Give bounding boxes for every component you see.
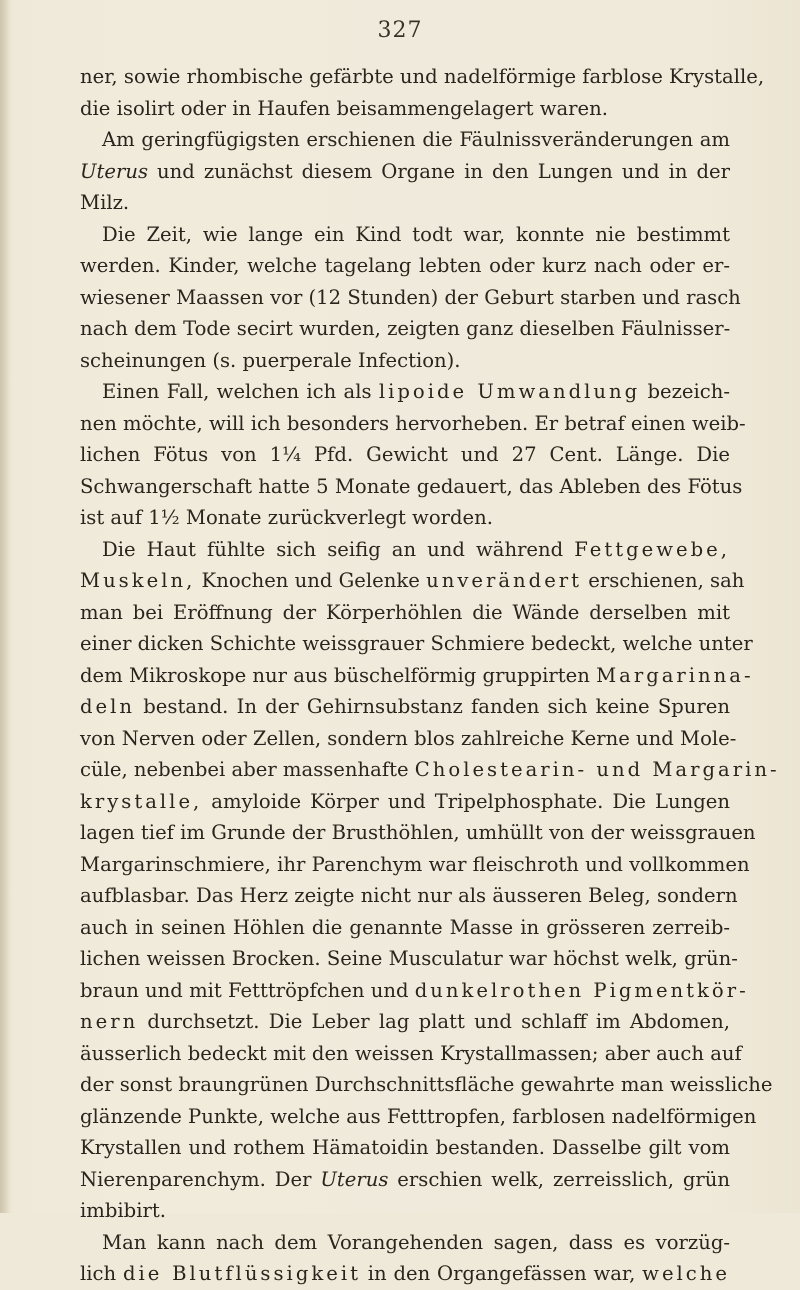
text-run: amyloide Körper und Tripelphosphate. Die Lungen bbox=[202, 789, 730, 813]
text-run: man bei Eröffnung der Körperhöhlen die Wände derselben mit bbox=[80, 600, 730, 624]
text-run: Die Haut fühlte sich seifig an und während bbox=[102, 537, 575, 561]
text-line bbox=[80, 1006, 730, 1038]
text-line bbox=[80, 187, 730, 219]
spaced-emphasis-text: dunkelrothen Pigmentkör- bbox=[414, 978, 749, 1002]
text-line bbox=[80, 1101, 757, 1133]
text-line bbox=[80, 1227, 730, 1259]
text-run: wiesener Maassen vor (12 Stunden) der Geburt starben und rasch bbox=[80, 285, 741, 309]
text-line bbox=[80, 975, 749, 1007]
spaced-emphasis-text: Fettgewebe, bbox=[574, 537, 730, 561]
spaced-emphasis-text: die Blutflüssigkeit bbox=[122, 1262, 361, 1285]
spaced-emphasis-text: Cholestearin- und Margarin- bbox=[414, 758, 780, 781]
spaced-emphasis-text: Margarinna- bbox=[596, 663, 754, 687]
text-line bbox=[80, 471, 743, 503]
text-run: Einen Fall, welchen ich als bbox=[102, 380, 379, 403]
spaced-emphasis-text: unverändert bbox=[426, 569, 583, 592]
text-run: Milz. bbox=[80, 191, 130, 214]
text-run: Krystallen und rothem Hämatoidin bestanden. Dasselbe gilt vom bbox=[80, 1136, 730, 1159]
text-line bbox=[80, 345, 730, 377]
text-run: cüle, nebenbei aber massenhafte bbox=[80, 758, 415, 781]
text-run: aufblasbar. Das Herz zeigte nicht nur als äusseren Beleg, sondern bbox=[80, 884, 738, 907]
text-line bbox=[80, 1069, 773, 1101]
spaced-emphasis-text: lipoide Umwandlung bbox=[378, 380, 641, 403]
spaced-emphasis-text: nern bbox=[80, 1010, 139, 1033]
page-body-text bbox=[80, 61, 780, 1290]
text-run: der sonst braungrünen Durchschnittsfläche gewahrte man weissliche bbox=[80, 1073, 773, 1096]
text-line bbox=[80, 408, 746, 440]
text-run: ner, sowie rhombische gefärbte und nadelförmige farblose Krystalle, bbox=[80, 65, 765, 88]
text-line bbox=[80, 1132, 730, 1164]
text-run: werden. Kinder, welche tagelang lebten oder kurz nach oder er- bbox=[80, 254, 730, 277]
text-run: erschienen, sah bbox=[582, 569, 745, 592]
text-line bbox=[80, 628, 753, 660]
text-line bbox=[80, 723, 737, 755]
text-line bbox=[80, 786, 730, 818]
text-line bbox=[80, 880, 738, 912]
text-run: bestand. In der Gehirnsubstanz fanden sich keine Spuren bbox=[135, 695, 730, 718]
text-line bbox=[80, 691, 730, 723]
text-line bbox=[80, 439, 730, 471]
text-line bbox=[80, 1258, 730, 1290]
text-run: äusserlich bedeckt mit den weissen Krystallmassen; aber auch auf bbox=[80, 1041, 742, 1065]
text-line bbox=[80, 1164, 730, 1196]
spaced-emphasis-text: Muskeln, bbox=[80, 569, 196, 592]
text-run: Die Zeit, wie lange ein Kind todt war, konnte nie bestimmt bbox=[102, 222, 730, 246]
text-run: durchsetzt. Die Leber lag platt und schlaff im Abdomen, bbox=[138, 1010, 730, 1033]
text-run: auch in seinen Höhlen die genannte Masse in grösseren zerreib- bbox=[80, 915, 730, 939]
text-run: dem Mikroskope nur aus büschelförmig gruppirten bbox=[80, 663, 597, 687]
text-line bbox=[80, 660, 754, 692]
text-run: erschien welk, zerreisslich, grün bbox=[388, 1167, 730, 1191]
spaced-emphasis-text: krystalle, bbox=[80, 789, 203, 813]
italic-text: Uterus bbox=[80, 159, 149, 183]
text-run: Margarinschmiere, ihr Parenchym war fleischroth und vollkommen bbox=[80, 852, 750, 876]
page-number: 327 bbox=[377, 18, 423, 43]
text-run: lichen weissen Brocken. Seine Musculatur war höchst welk, grün- bbox=[80, 947, 738, 970]
text-run: Man kann nach dem Vorangehenden sagen, dass es vorzüg- bbox=[102, 1230, 730, 1254]
text-line bbox=[80, 61, 765, 93]
text-line bbox=[80, 1195, 730, 1227]
text-line bbox=[80, 282, 741, 314]
text-run: lichen Fötus von 1¼ Pfd. Gewicht und 27 Cent. Länge. Die bbox=[80, 443, 730, 466]
text-line bbox=[80, 376, 730, 408]
text-run: glänzende Punkte, welche aus Fetttropfen, farblosen nadelförmigen bbox=[80, 1104, 757, 1128]
text-line bbox=[80, 534, 730, 566]
text-run: bezeich- bbox=[640, 380, 731, 403]
text-run: lich bbox=[80, 1262, 123, 1285]
text-run: Nierenparenchym. Der bbox=[80, 1167, 321, 1191]
text-run: und zunächst diesem Organe in den Lungen und in der bbox=[148, 159, 730, 183]
text-run: nach dem Tode secirt wurden, zeigten ganz dieselben Fäulnisser- bbox=[80, 317, 731, 340]
text-run: lagen tief im Grunde der Brusthöhlen, umhüllt von der weissgrauen bbox=[80, 821, 756, 844]
text-run: einer dicken Schichte weissgrauer Schmiere bedeckt, welche unter bbox=[80, 632, 753, 655]
text-run: von Nerven oder Zellen, sondern blos zahlreiche Kerne und Mole- bbox=[80, 726, 737, 750]
page-binding-shadow bbox=[0, 0, 10, 1213]
text-line bbox=[80, 849, 750, 881]
text-line bbox=[80, 156, 730, 188]
text-run: imbibirt. bbox=[80, 1199, 166, 1222]
text-run: ist auf 1½ Monate zurückverlegt worden. bbox=[80, 506, 493, 529]
text-run: scheinungen (s. puerperale Infection). bbox=[80, 348, 461, 372]
text-line bbox=[80, 219, 730, 251]
text-run: nen möchte, will ich besonders hervorheben. Er betraf einen weib- bbox=[80, 411, 746, 435]
text-line bbox=[80, 912, 730, 944]
text-line bbox=[80, 502, 730, 534]
text-line bbox=[80, 943, 738, 975]
spaced-emphasis-text: welche bbox=[642, 1262, 730, 1285]
text-line bbox=[80, 597, 730, 629]
text-line bbox=[80, 93, 730, 125]
text-run: in den Organgefässen war, bbox=[360, 1262, 643, 1285]
spaced-emphasis-text: deln bbox=[80, 695, 136, 718]
text-run: Knochen und Gelenke bbox=[195, 569, 427, 592]
text-run: die isolirt oder in Haufen beisammengelagert waren. bbox=[80, 96, 608, 120]
text-line bbox=[80, 250, 730, 282]
text-line bbox=[80, 754, 780, 786]
text-run: braun und mit Fetttröpfchen und bbox=[80, 978, 415, 1002]
text-run: Schwangerschaft hatte 5 Monate gedauert, das Ableben des Fötus bbox=[80, 474, 743, 498]
italic-text: Uterus bbox=[320, 1167, 389, 1191]
text-run: Am geringfügigsten erschienen die Fäulnissveränderungen am bbox=[102, 128, 730, 151]
text-line bbox=[80, 124, 730, 156]
text-line bbox=[80, 565, 745, 597]
text-line bbox=[80, 313, 730, 345]
text-line bbox=[80, 817, 756, 849]
text-line bbox=[80, 1038, 742, 1070]
